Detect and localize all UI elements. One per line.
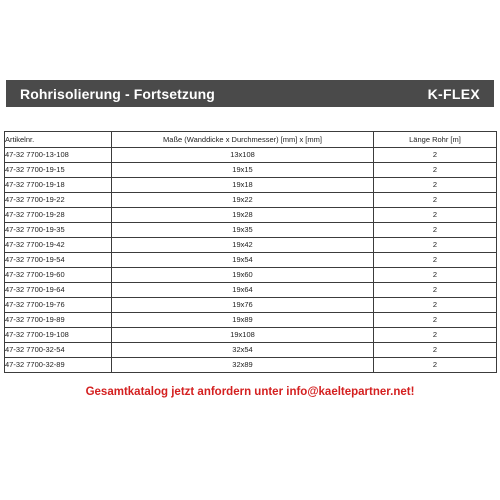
dimensions-cell: 19x76 <box>112 298 374 313</box>
pipe-length-cell: 2 <box>374 178 497 193</box>
catalog-request-note: Gesamtkatalog jetzt anfordern unter info@kaeltepartner.net! <box>85 386 415 398</box>
pipe-length-cell: 2 <box>374 298 497 313</box>
pipe-length-cell: 2 <box>374 238 497 253</box>
table-row <box>5 313 497 328</box>
article-number-cell: 47-32 7700-19-108 <box>5 328 112 343</box>
table-header-row <box>5 132 497 148</box>
table-row <box>5 223 497 238</box>
table-row <box>5 328 497 343</box>
table-row <box>5 253 497 268</box>
article-number-cell: 47-32 7700-19-15 <box>5 163 112 178</box>
pipe-length-cell: 2 <box>374 223 497 238</box>
article-number-cell: 47-32 7700-19-28 <box>5 208 112 223</box>
article-number-cell: 47-32 7700-32-54 <box>5 343 112 358</box>
article-number-cell: 47-32 7700-19-76 <box>5 298 112 313</box>
dimensions-cell: 19x22 <box>112 193 374 208</box>
column-header-article: Artikelnr. <box>5 132 112 148</box>
dimensions-cell: 19x35 <box>112 223 374 238</box>
pipe-length-cell: 2 <box>374 343 497 358</box>
brand-name: K-FLEX <box>427 85 480 102</box>
table-row <box>5 208 497 223</box>
pipe-length-cell: 2 <box>374 193 497 208</box>
dimensions-cell: 19x18 <box>112 178 374 193</box>
article-number-cell: 47-32 7700-19-42 <box>5 238 112 253</box>
dimensions-cell: 19x15 <box>112 163 374 178</box>
column-header-length: Länge Rohr [m] <box>374 132 497 148</box>
pipe-length-cell: 2 <box>374 328 497 343</box>
article-table <box>4 131 497 373</box>
article-number-cell: 47-32 7700-19-64 <box>5 283 112 298</box>
dimensions-cell: 19x64 <box>112 283 374 298</box>
article-number-cell: 47-32 7700-19-54 <box>5 253 112 268</box>
table-row <box>5 163 497 178</box>
pipe-length-cell: 2 <box>374 268 497 283</box>
pipe-length-cell: 2 <box>374 358 497 373</box>
dimensions-cell: 19x60 <box>112 268 374 283</box>
dimensions-cell: 32x89 <box>112 358 374 373</box>
table-row <box>5 268 497 283</box>
article-number-cell: 47-32 7700-19-18 <box>5 178 112 193</box>
table-row <box>5 298 497 313</box>
table-row <box>5 283 497 298</box>
section-header <box>6 80 494 107</box>
column-header-dimensions: Maße (Wanddicke x Durchmesser) [mm] x [mm] <box>112 132 374 148</box>
article-number-cell: 47-32 7700-32-89 <box>5 358 112 373</box>
pipe-length-cell: 2 <box>374 148 497 163</box>
dimensions-cell: 19x108 <box>112 328 374 343</box>
table-body <box>5 148 497 373</box>
dimensions-cell: 19x89 <box>112 313 374 328</box>
table-row <box>5 178 497 193</box>
table-row <box>5 343 497 358</box>
section-title: Rohrisolierung - Fortsetzung <box>20 85 215 102</box>
article-number-cell: 47-32 7700-19-60 <box>5 268 112 283</box>
pipe-length-cell: 2 <box>374 163 497 178</box>
pipe-length-cell: 2 <box>374 208 497 223</box>
table-row <box>5 358 497 373</box>
table-row <box>5 193 497 208</box>
article-number-cell: 47-32 7700-13-108 <box>5 148 112 163</box>
dimensions-cell: 13x108 <box>112 148 374 163</box>
article-number-cell: 47-32 7700-19-89 <box>5 313 112 328</box>
dimensions-cell: 19x54 <box>112 253 374 268</box>
pipe-length-cell: 2 <box>374 313 497 328</box>
pipe-length-cell: 2 <box>374 283 497 298</box>
dimensions-cell: 19x42 <box>112 238 374 253</box>
dimensions-cell: 32x54 <box>112 343 374 358</box>
table-row <box>5 238 497 253</box>
table-header <box>5 132 497 148</box>
article-number-cell: 47-32 7700-19-22 <box>5 193 112 208</box>
pipe-length-cell: 2 <box>374 253 497 268</box>
table-row <box>5 148 497 163</box>
dimensions-cell: 19x28 <box>112 208 374 223</box>
article-number-cell: 47-32 7700-19-35 <box>5 223 112 238</box>
